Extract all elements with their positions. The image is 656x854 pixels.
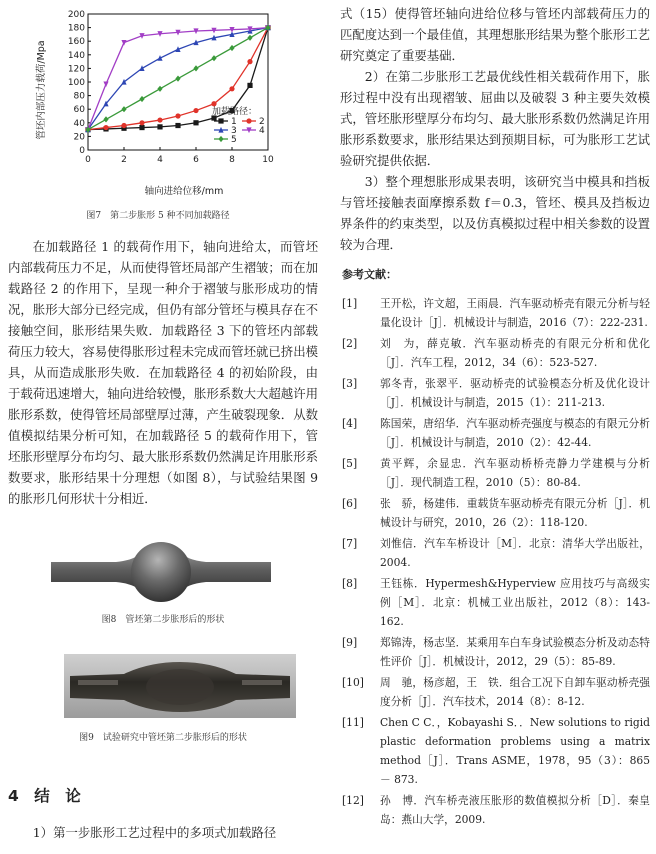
data-point — [121, 123, 126, 128]
legend-label: 2 — [259, 117, 265, 127]
reference-text: 郭冬青，张翠平．驱动桥壳的试验模态分析及优化设计［J］．机械设计与制造，2015（1）：211-213. — [380, 377, 650, 409]
y-tick-label: 20 — [73, 132, 85, 143]
reference-item — [340, 294, 650, 332]
data-point — [157, 117, 162, 122]
data-point — [139, 120, 144, 125]
fig7-caption: 图7 第二步胀形 5 种不同加载路径 — [86, 211, 230, 221]
reference-item — [340, 374, 650, 412]
legend-entry — [242, 126, 265, 136]
reference-text: 郑锦涛，杨志坚．某乘用车白车身试验模态分析及动态特性评价［J］．机械设计，2012，29（5）：85-89. — [380, 636, 650, 668]
reference-item — [340, 414, 650, 452]
reference-item — [340, 633, 650, 671]
reference-text: 王开松，许文超，王雨晨．汽车驱动桥壳有限元分析与轻量化设计［J］．机械设计与制造，2016（7）：222-231. — [380, 297, 650, 329]
legend-marker — [218, 118, 223, 123]
y-tick-label: 160 — [67, 37, 85, 48]
fig9-photo — [64, 654, 296, 718]
data-point — [247, 59, 252, 64]
legend-label: 5 — [231, 135, 237, 145]
reference-number: [9] — [342, 636, 358, 649]
data-point — [157, 86, 162, 92]
x-tick-label: 6 — [193, 155, 199, 165]
data-point — [193, 108, 198, 113]
y-tick-label: 120 — [67, 64, 85, 75]
legend-label: 4 — [259, 126, 265, 136]
legend-marker — [218, 136, 223, 142]
reference-item — [340, 791, 650, 829]
x-tick-label: 8 — [229, 155, 235, 165]
fig8-caption: 图8 管坯第二步胀形后的形状 — [101, 615, 225, 625]
data-point — [229, 86, 234, 91]
reference-text: 刘 为，薛克敏．汽车驱动桥壳的有限元分析和优化［J］．汽车工程，2012，34（6）：523-527. — [380, 337, 650, 369]
x-tick-label: 10 — [262, 155, 274, 165]
data-point — [139, 125, 144, 130]
reference-text: 王钰栋．Hypermesh&Hyperview 应用技巧与高级实例［M］．北京：机械工业出版社，2012（8）：143-162. — [380, 577, 650, 628]
data-point — [157, 124, 162, 129]
reference-number: [12] — [342, 794, 364, 807]
reference-text: 孙 博．汽车桥壳液压胀形的数值模拟分析［D］．秦皇岛：燕山大学，2009. — [380, 794, 650, 826]
reference-text: Chen C C．，Kobayashi S．．New solutions to rigid plastic deformation problems using a matrix method［J］．Trans ASME，1978，95（3）：865 － 873. — [380, 716, 650, 786]
data-point — [247, 83, 252, 88]
conclusion-line-1: 1）第一步胀形工艺过程中的多项式加载路径 — [32, 825, 277, 840]
data-point — [193, 65, 198, 71]
data-point — [211, 55, 216, 61]
conclusion-point-2: 2）在第二步胀形工艺最优线性相关载荷作用下，胀形过程中没有出现褶皱、屈曲以及破裂 3 种主要失效模式，管坯胀形壁厚分布均匀、最大胀形系数仍然满足许用胀形系数要求，胀形结果达到预期目标，可为胀形工艺试验研究提供依据． — [340, 69, 650, 168]
data-point — [139, 96, 144, 102]
reference-number: [11] — [342, 716, 364, 729]
fig7-chart — [16, 0, 326, 200]
reference-item — [340, 673, 650, 711]
y-tick-label: 0 — [79, 146, 85, 156]
reference-item — [340, 713, 650, 789]
reference-text: 周 驰，杨彦超，王 铁．组合工况下自卸车驱动桥壳强度分析［J］．汽车技术，2014（8）：8-12. — [380, 676, 650, 708]
reference-number: [4] — [342, 417, 358, 430]
x-tick-label: 2 — [121, 155, 127, 165]
reference-item — [340, 574, 650, 631]
reference-number: [1] — [342, 297, 358, 310]
y-tick-label: 200 — [67, 10, 85, 20]
data-point — [121, 79, 126, 85]
legend-label: 3 — [231, 126, 237, 136]
reference-item — [340, 494, 650, 532]
reference-text: 陈国荣，唐绍华．汽车驱动桥壳强度与模态的有限元分析［J］．机械设计与制造，2010（2）：42-44. — [380, 417, 650, 449]
reference-number: [5] — [342, 457, 358, 470]
x-axis-label: 轴向进给位移/mm — [144, 186, 224, 197]
data-point — [103, 125, 108, 130]
data-point — [103, 116, 108, 122]
data-point — [211, 101, 216, 106]
reference-item — [340, 534, 650, 572]
y-tick-label: 80 — [73, 91, 85, 102]
data-point — [175, 123, 180, 128]
y-tick-label: 180 — [67, 23, 85, 34]
fig8-image — [46, 538, 276, 606]
legend-label: 1 — [231, 117, 237, 127]
data-point — [121, 40, 126, 46]
reference-item — [340, 334, 650, 372]
data-point — [229, 45, 234, 51]
data-point — [175, 113, 180, 118]
y-tick-label: 140 — [67, 50, 85, 61]
legend-entry — [214, 135, 237, 145]
reference-item — [340, 454, 650, 492]
reference-number: [8] — [342, 577, 358, 590]
fig9-caption: 图9 试验研究中管坯第二步胀形后的形状 — [79, 733, 247, 743]
y-tick-label: 40 — [73, 118, 85, 129]
reference-number: [6] — [342, 497, 358, 510]
reference-text: 刘惟信．汽车车桥设计［M］．北京：清华大学出版社，2004. — [380, 537, 650, 569]
data-point — [139, 65, 144, 71]
legend-title: 加载路径： — [212, 107, 258, 117]
section-heading: 4 结 论 — [8, 787, 81, 805]
reference-list — [340, 294, 650, 831]
x-tick-label: 0 — [85, 155, 91, 165]
reference-number: [2] — [342, 337, 358, 350]
chart-legend — [212, 105, 265, 145]
legend-marker — [246, 118, 251, 123]
reference-text: 黄平辉，余显忠．汽车驱动桥桥壳静力学建模与分析［J］．现代制造工程，2010（5）：80-84. — [380, 457, 650, 489]
x-tick-label: 4 — [157, 155, 163, 165]
reference-number: [3] — [342, 377, 358, 390]
data-point — [121, 106, 126, 112]
y-tick-label: 60 — [73, 105, 85, 116]
references-title: 参考文献： — [342, 268, 397, 281]
data-point — [247, 35, 252, 41]
reference-number: [7] — [342, 537, 358, 550]
body-paragraph-left: 在加载路径 1 的载荷作用下，轴向进给太，而管坯内部载荷压力不足，从而使得管坯局部产生褶皱；而在加载路径 2 的作用下，呈现一种介于褶皱与胀形成功的情况，胀形大部分已经完成，但仍有部分管坯与模具存在不接触空间，胀形结果失败．加载路径 3 下的管坯内部载荷压力较大，容易使得胀形过程未完成而管坯就已挤出模具，从而造成胀形失败．在加载路径 4 的初始阶段，由于载荷迅速增大，轴向进给较慢，胀形系数大大超越许用胀形系数，使得管坯局部壁厚过薄，产生破裂现象．从数值模拟结果分析可知，在加载路径 5 的载荷作用下，管坯胀形壁厚分布均匀、最大胀形系数仍然满足许用胀形系数要求，胀形结果十分理想（如图 8），与试验结果图 9 的胀形几何形状十分相近． — [8, 239, 318, 506]
conclusion-point-3: 3）整个理想胀形成果表明，该研究当中模具和挡板与管坯接触表面摩擦系数 f＝0.3，管坯、模具及挡板边界条件的约束类型，以及仿真模拟过程中相关参数的设置较为合理． — [340, 174, 650, 252]
reference-text: 张 骄，杨建伟．重载货车驱动桥壳有限元分析［J］．机械设计与研究，2010，26（2）：118-120. — [380, 497, 650, 529]
data-point — [175, 76, 180, 82]
y-tick-label: 100 — [67, 78, 85, 88]
conclusion-continuation: 式（15）使得管坯轴向进给位移与管坯内部载荷压力的匹配度达到一个最佳值，其理想胀形结果为整个胀形工艺研究奠定了重要基础． — [340, 6, 650, 63]
data-point — [103, 81, 108, 87]
reference-number: [10] — [342, 676, 364, 689]
data-point — [193, 120, 198, 125]
y-axis-label: 管坯内部压力载荷/Mpa — [36, 40, 47, 140]
